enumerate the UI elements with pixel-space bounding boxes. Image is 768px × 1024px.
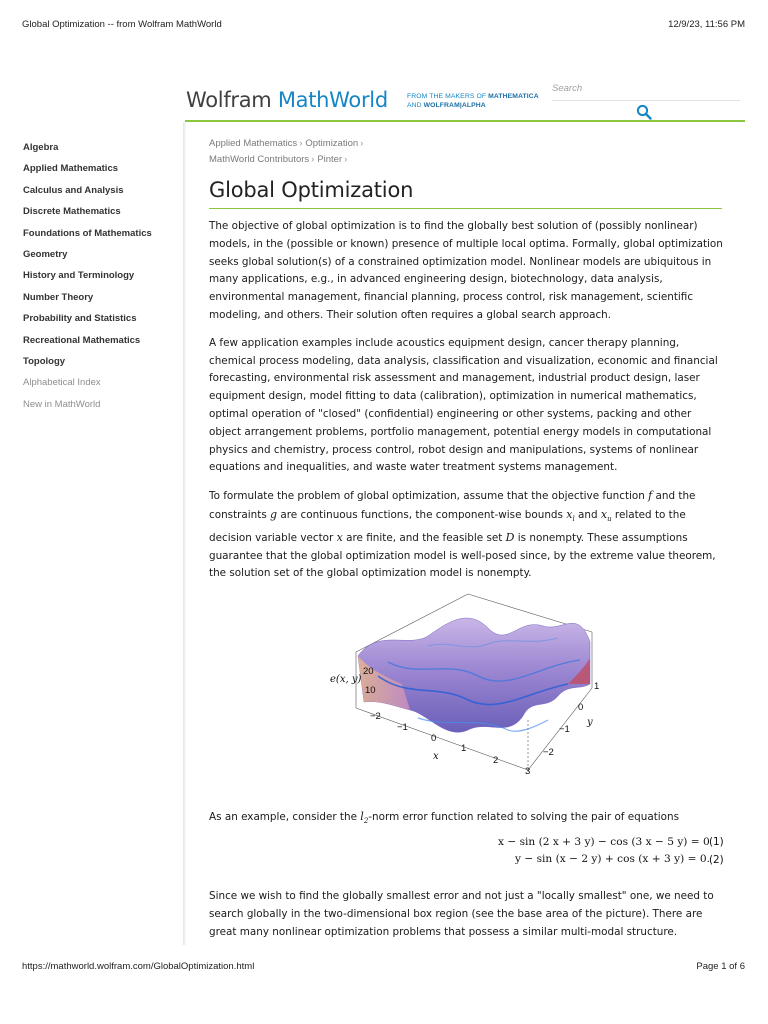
- y-tick: 0: [578, 702, 584, 713]
- sidebar-item-new-in-mathworld[interactable]: New in MathWorld: [23, 398, 101, 410]
- article-content: [209, 136, 724, 583]
- search-input[interactable]: Search: [552, 83, 583, 94]
- paragraph-intro: The objective of global optimization is to find the globally best solution of (possibly nonlinear) models, in the (possible or known) presence of multiple local optima. Formally, global optimization seeks global solution(s) of a constrained optimization model. Nonlinear models are ubiquitous in many applications, e.g., in advanced engineering design, biotechnology, data analysis, environmental management, financial planning, process control, risk management, scientific modeling, and others. Their solution often requires a global search approach.: [209, 220, 723, 321]
- sidebar-item-geometry[interactable]: Geometry: [23, 249, 68, 261]
- sidebar-item-history-and-terminology[interactable]: History and Terminology: [23, 270, 135, 282]
- print-url: https://mathworld.wolfram.com/GlobalOptimization.html: [22, 961, 255, 972]
- equation-2: y − sin (x − 2 y) + cos (x + 3 y) = 0.: [515, 853, 710, 865]
- wolfram-mathworld-logo[interactable]: Wolfram MathWorld: [186, 88, 388, 112]
- x-axis-label: x: [433, 751, 439, 762]
- makers-tagline: FROM THE MAKERS OF MATHEMATICA AND WOLFRAM|ALPHA: [407, 93, 539, 109]
- z-tick: 10: [365, 685, 376, 696]
- x-tick: −1: [397, 722, 408, 733]
- content-divider: [183, 122, 186, 945]
- breadcrumb-row: Applied Mathematics › Optimization ›: [209, 138, 364, 149]
- subject-sidebar: [23, 137, 183, 415]
- breadcrumb-row: MathWorld Contributors › Pinter ›: [209, 153, 348, 165]
- equation-2-number: (2): [709, 854, 724, 866]
- header-rule: [185, 120, 745, 122]
- z-tick: 20: [363, 666, 374, 677]
- sidebar-item-algebra[interactable]: Algebra: [23, 142, 59, 153]
- print-datetime: 12/9/23, 11:56 PM: [668, 19, 745, 30]
- print-page-number: Page 1 of 6: [696, 961, 745, 972]
- print-header: [22, 19, 745, 30]
- y-tick: −1: [559, 724, 570, 735]
- page-title: Global Optimization: [209, 178, 414, 202]
- breadcrumb-link-applied-mathematics[interactable]: Applied Mathematics: [209, 138, 298, 149]
- y-axis-label: y: [587, 717, 593, 728]
- print-footer: [22, 961, 745, 972]
- x-tick: 1: [461, 743, 467, 754]
- sidebar-item-applied-mathematics[interactable]: Applied Mathematics: [23, 163, 119, 175]
- surface-mesh: [358, 618, 590, 732]
- sidebar-item-probability-and-statistics[interactable]: Probability and Statistics: [23, 313, 137, 325]
- sidebar-item-alphabetical-index[interactable]: Alphabetical Index: [23, 377, 101, 389]
- x-tick: 3: [525, 766, 531, 777]
- x-tick: 2: [493, 755, 499, 766]
- breadcrumb-link-mathworld-contributors[interactable]: MathWorld Contributors: [209, 153, 310, 165]
- equation-1-number: (1): [709, 836, 724, 848]
- paragraph-applications: A few application examples include acoustics equipment design, cancer therapy planning, chemical process modeling, data analysis, classification and visualization, economic and financial forecasting, environmental risk assessment and management, industrial product design, laser equipment design, model fitting to data (calibration), optimization in numerical mathematics, optimal operation of "closed" (confidential) engineering or other systems, packing and other object arrangement problems, portfolio management, potential energy models in computational physics and chemistry, process control, robot design and manipulations, systems of nonlinear equations and inequalities, and waste water treatment systems management.: [209, 336, 718, 474]
- x-tick: −2: [370, 711, 381, 722]
- y-tick: 1: [594, 681, 600, 692]
- x-tick: 0: [431, 733, 437, 744]
- print-page-title: Global Optimization -- from Wolfram MathWorld: [22, 19, 222, 30]
- sidebar-item-foundations-of-mathematics[interactable]: Foundations of Mathematics: [23, 227, 152, 239]
- y-tick: −2: [543, 747, 554, 758]
- sidebar-item-number-theory[interactable]: Number Theory: [23, 291, 94, 303]
- sidebar-item-calculus-and-analysis[interactable]: Calculus and Analysis: [23, 184, 124, 196]
- search-underline: [552, 100, 740, 101]
- title-rule: [209, 208, 722, 209]
- z-axis-label: e(x, y): [330, 674, 362, 685]
- sidebar-item-discrete-mathematics[interactable]: Discrete Mathematics: [23, 206, 121, 218]
- breadcrumb: [209, 136, 724, 167]
- breadcrumb-link-optimization[interactable]: Optimization: [305, 138, 359, 149]
- breadcrumb-link-pinter[interactable]: Pinter: [317, 153, 343, 165]
- surface-plot: [318, 588, 608, 788]
- surface-plot-figure: [318, 588, 608, 788]
- masthead: [185, 84, 745, 122]
- search-icon[interactable]: [636, 104, 652, 120]
- paragraph-search: Since we wish to find the globally smallest error and not just a "locally smallest" one, we need to search globally in the two-dimensional box region (see the base area of the picture). There are great many nonlinear optimization problems that possess a similar multi-modal structure.: [209, 890, 714, 938]
- equation-1: x − sin (2 x + 3 y) − cos (3 x − 5 y) = 0: [498, 836, 710, 848]
- sidebar-item-topology[interactable]: Topology: [23, 356, 66, 368]
- paragraph-example: As an example, consider the $l_2$-norm error function related to solving the pair of equations: [209, 810, 680, 826]
- paragraph-formulation: To formulate the problem of global optimization, assume that the objective function f and the constraints g are continuous functions, the component-wise bounds $x_l$ and $x_u$ related to the decision variable vector x are finite, and the feasible set D is nonempty. These assumptions guarantee that the global optimization model is well-posed since, by the extreme value theorem, the solution set of the global optimization model is nonempty.: [209, 489, 716, 580]
- sidebar-item-recreational-mathematics[interactable]: Recreational Mathematics: [23, 334, 141, 346]
